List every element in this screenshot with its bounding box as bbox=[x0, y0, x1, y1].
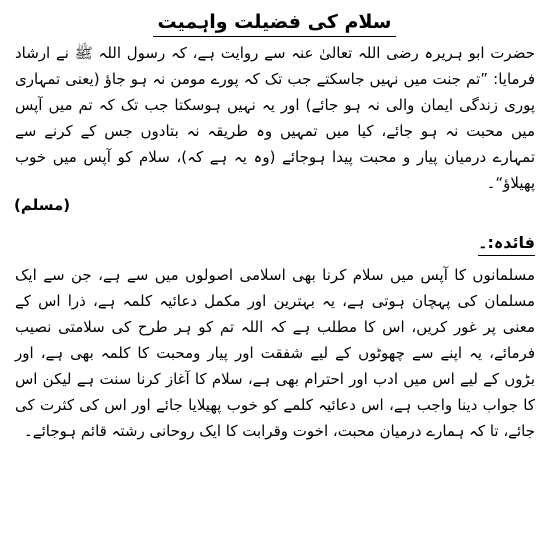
title-container bbox=[0, 10, 549, 37]
hadith-paragraph: حضرت ابو ہریرہ رضی اللہ تعالیٰ عنہ سے روایت ہے، کہ رسول اللہ ﷺ نے ارشاد فرمایا: ”تم جنت میں نہیں جاسکتے جب تک کہ پورے مومن نہ ہو جاؤ (یعنی تمہاری پوری زندگی ایمان والی نہ ہو جائے) اور یہ نہیں ہوسکتا جب تک کہ تم میں آپس میں محبت نہ ہو جائے، کیا میں تمہیں وہ طریقہ نہ بتادوں جس کے کرنے سے تمہارے درمیان پیار و محبت پیدا ہوجائے (وہ یہ ہے کہ)، سلام کو آپس میں خوب پھیلاؤ“۔ bbox=[15, 44, 535, 192]
page-title: سلام کی فضیلت واہمیت bbox=[153, 10, 395, 37]
benefit-paragraph: مسلمانوں کا آپس میں سلام کرنا بھی اسلامی اصولوں میں سے ہے، جن سے ایک مسلمان کی پہچان ہوتی ہے، یہ بہترین اور مکمل دعائیہ کلمہ ہے، ذرا اس کے معنی پر غور کریں، اس کا مطلب ہے کہ اللہ تم کو ہر طرح کی سلامتی نصیب فرمائے، یہ اپنے سے چھوٹوں کے لیے شفقت اور پیار ومحبت کا کلمہ بھی ہے، اور بڑوں کے لیے اس میں ادب اور احترام بھی ہے، سلام کا آغاز کرنا سنت ہے لیکن اس کا جواب دینا واجب ہے، اس دعائیہ کلمے کو خوب پھیلایا جائے اور اس کی کثرت کی جائے، تا کہ ہمارے درمیان محبت، اخوت وقرابت کا ایک روحانی رشتہ قائم ہوجائے۔ bbox=[15, 266, 535, 440]
benefit-heading: فائدہ:۔ bbox=[478, 232, 535, 256]
hadith-source: (مسلم) bbox=[14, 196, 71, 214]
